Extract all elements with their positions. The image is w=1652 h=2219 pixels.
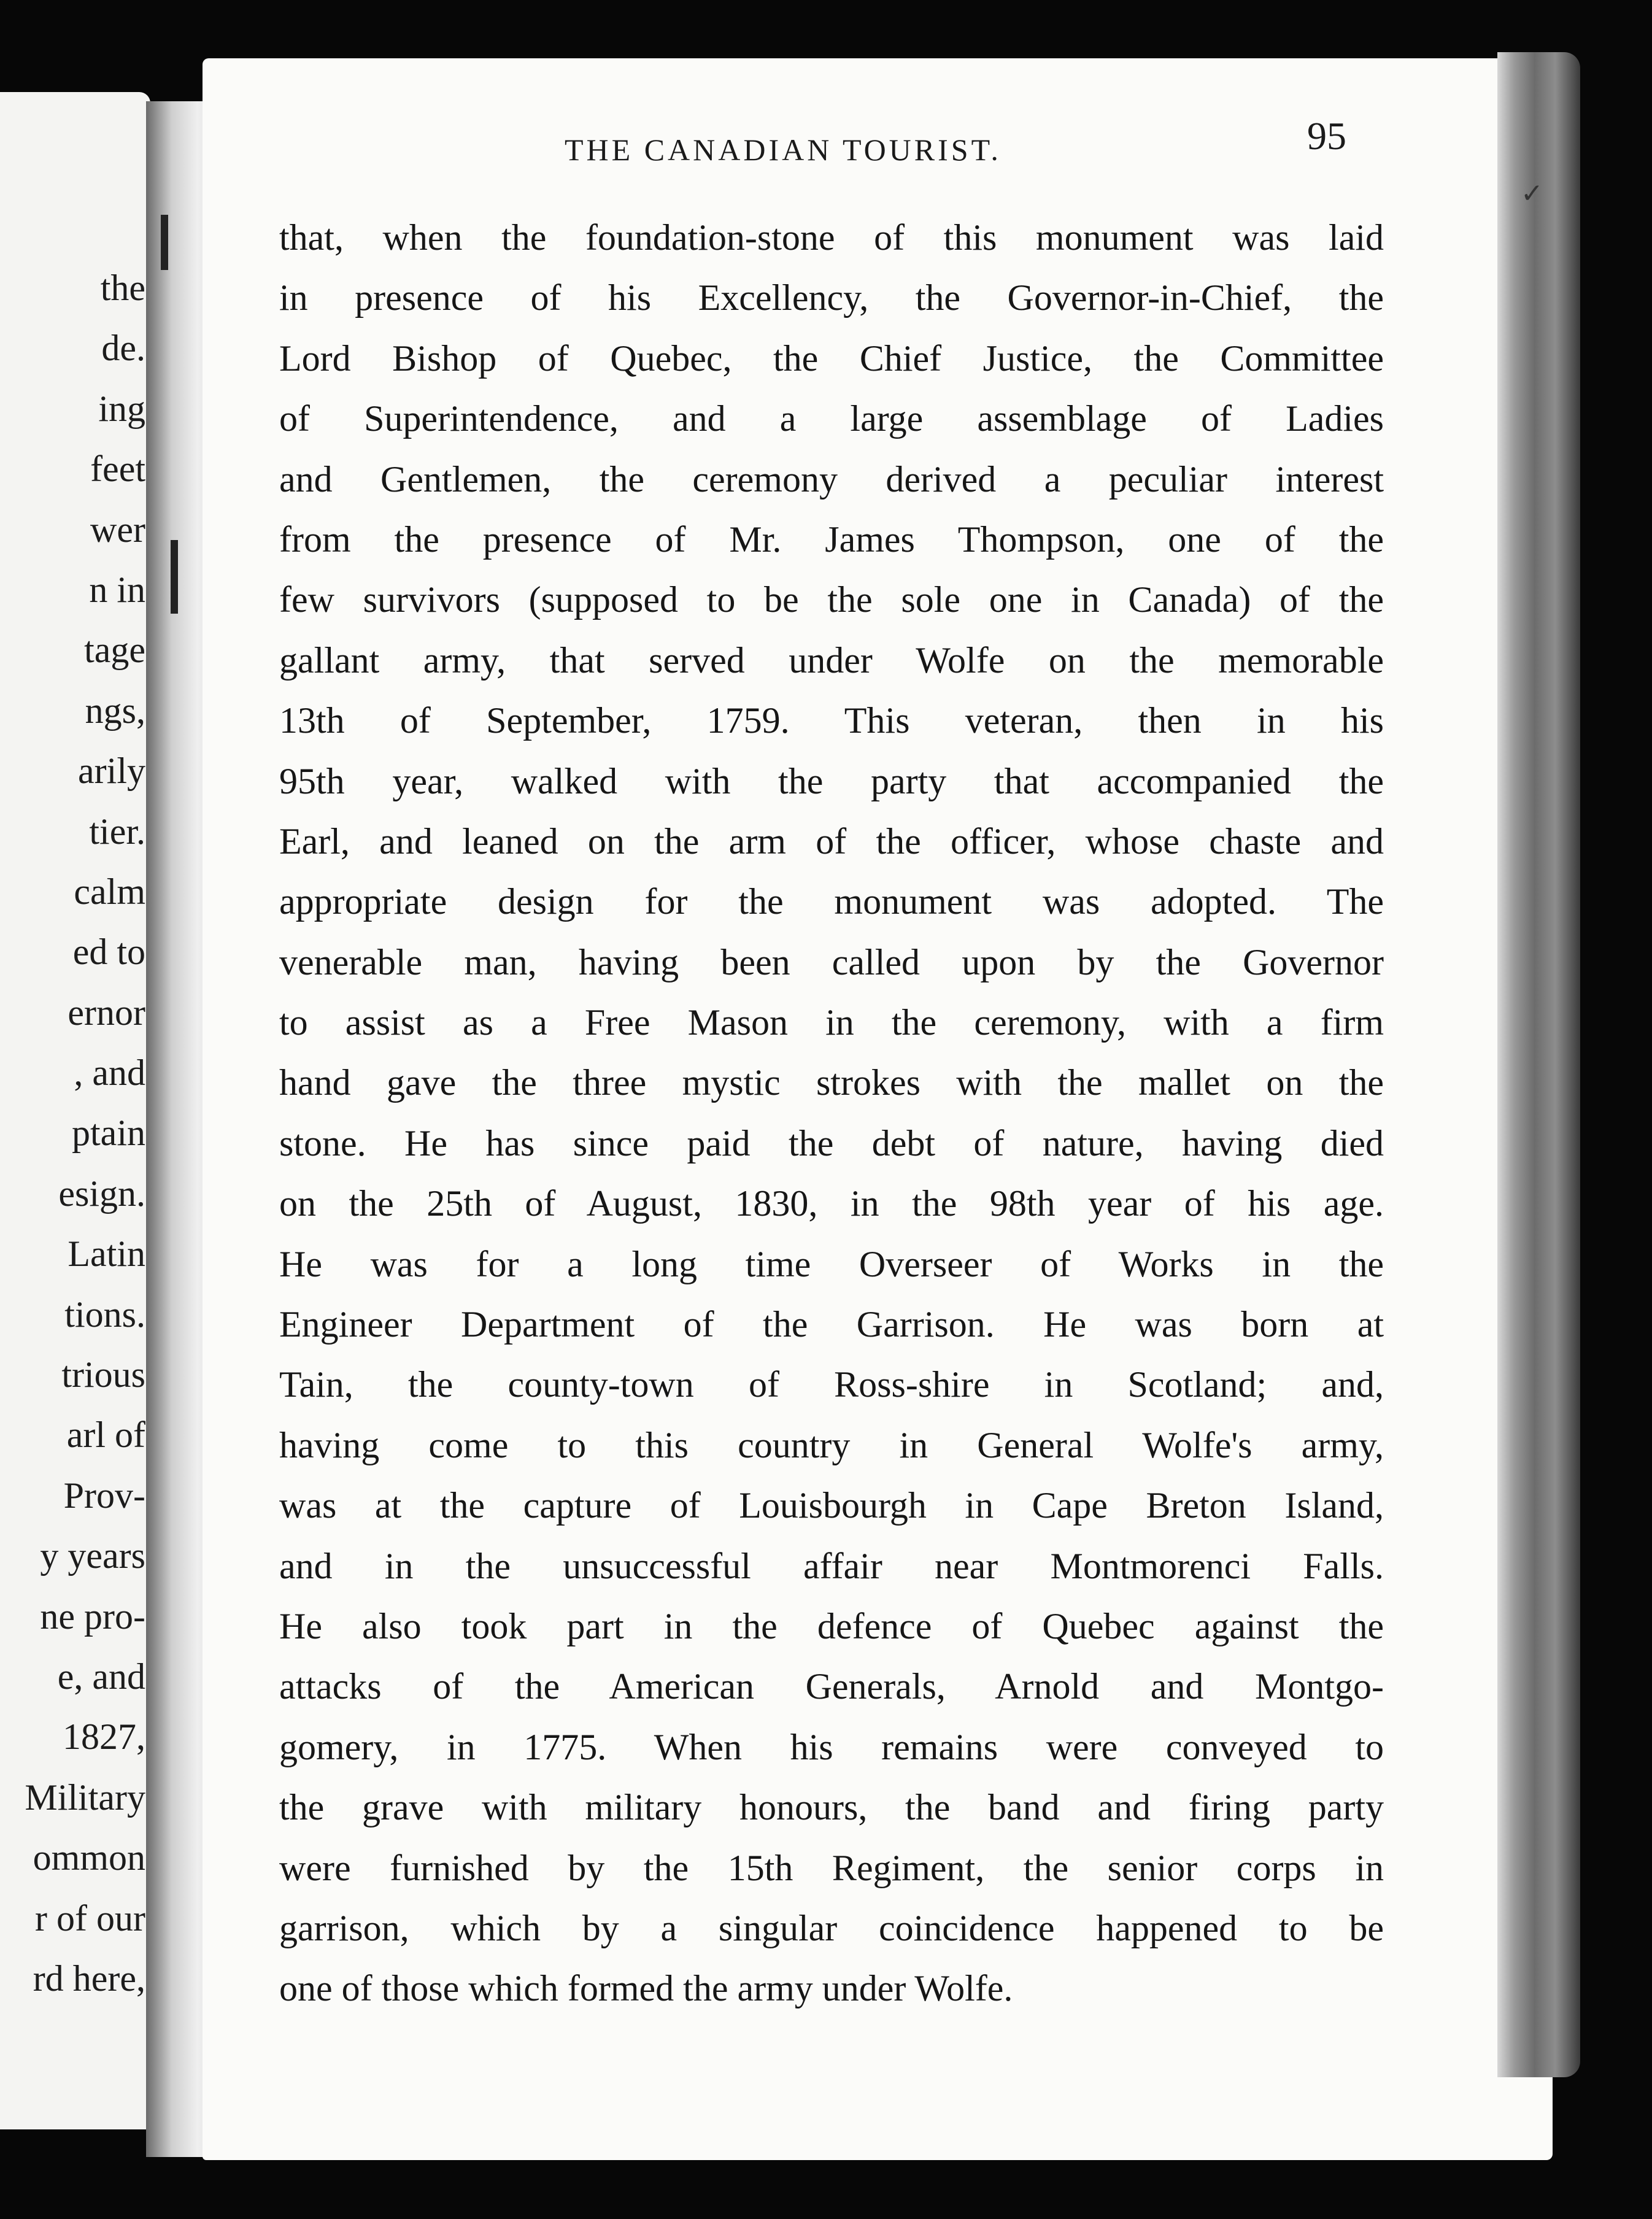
text-line: having come to this country in General Wolfe's army, <box>279 1424 1384 1465</box>
left-page-fragment: ing <box>98 388 145 429</box>
text-line: in presence of his Excellency, the Governor-in-Chief, the <box>279 277 1384 318</box>
left-page-fragment: wer <box>90 509 145 550</box>
left-page-fragment: ptain <box>72 1113 145 1154</box>
binding-stitch-middle <box>171 540 178 614</box>
left-page-fragment: esign. <box>58 1173 145 1214</box>
left-page-fragment: tier. <box>89 811 145 852</box>
left-page-fragment: tage <box>84 630 145 671</box>
text-line: appropriate design for the monument was adopted. The <box>279 881 1384 922</box>
left-page-fragment: de. <box>101 328 145 369</box>
left-page-text-fragments <box>25 258 145 2009</box>
left-page-fragment: ed to <box>72 932 145 973</box>
text-line: Lord Bishop of Quebec, the Chief Justice, the Committee <box>279 338 1384 379</box>
text-line: from the presence of Mr. James Thompson, one of the <box>279 519 1384 560</box>
left-page-fragment: feet <box>90 449 145 490</box>
text-line: of Superintendence, and a large assemblage of Ladies <box>279 398 1384 439</box>
left-page-fragment: 1827, <box>63 1716 145 1758</box>
text-line: stone. He has since paid the debt of nature, having died <box>279 1122 1384 1164</box>
left-page-fragment: Prov- <box>63 1475 145 1516</box>
text-line: one of those which formed the army under Wolfe. <box>279 1968 1013 2009</box>
text-line: garrison, which by a singular coincidence happened to be <box>279 1907 1384 1948</box>
text-line: Earl, and leaned on the arm of the officer, whose chaste and <box>279 820 1384 862</box>
left-page-fragment: e, and <box>57 1656 145 1697</box>
text-line: were furnished by the 15th Regiment, the senior corps in <box>279 1847 1384 1888</box>
left-page-fragment: ernor <box>68 992 145 1033</box>
left-page-fragment: r of our <box>35 1897 145 1939</box>
left-page-fragment: Latin <box>68 1233 145 1275</box>
left-page-fragment: n in <box>89 569 145 610</box>
text-line: that, when the foundation-stone of this monument was laid <box>279 217 1384 258</box>
text-line: and in the unsuccessful affair near Montmorenci Falls. <box>279 1545 1384 1586</box>
text-line: on the 25th of August, 1830, in the 98th year of his age. <box>279 1183 1384 1224</box>
left-page-fragment: calm <box>74 871 145 912</box>
left-page-fragment: tions. <box>64 1294 145 1335</box>
left-page-fragment: y years <box>40 1535 145 1576</box>
left-page-fragment: ommon <box>33 1837 145 1878</box>
left-page-fragment: the <box>100 268 145 308</box>
text-line: was at the capture of Louisbourgh in Cape Breton Island, <box>279 1485 1384 1526</box>
check-mark-icon: ✓ <box>1521 178 1543 209</box>
text-line: Tain, the county-town of Ross-shire in Scotland; and, <box>279 1364 1384 1405</box>
text-line: the grave with military honours, the band and firing party <box>279 1787 1384 1828</box>
left-page-fragment: , and <box>74 1052 145 1094</box>
text-line: He was for a long time Overseer of Works in the <box>279 1243 1384 1284</box>
running-head: THE CANADIAN TOURIST. <box>565 133 1002 167</box>
text-line: He also took part in the defence of Quebec against the <box>279 1605 1384 1646</box>
text-line: gomery, in 1775. When his remains were conveyed to <box>279 1726 1384 1767</box>
left-page-fragment: arily <box>78 751 145 792</box>
page-fore-edge <box>1497 52 1580 2077</box>
text-line: and Gentlemen, the ceremony derived a peculiar interest <box>279 458 1384 500</box>
text-line: gallant army, that served under Wolfe on the memorable <box>279 639 1384 681</box>
left-page-fragment: rd here, <box>33 1958 145 1999</box>
left-page-fragment: ne pro- <box>40 1596 145 1637</box>
page-number: 95 <box>1307 114 1346 158</box>
text-line: 95th year, walked with the party that accompanied the <box>279 760 1384 801</box>
text-line: venerable man, having been called upon by the Governor <box>279 941 1384 982</box>
text-line: 13th of September, 1759. This veteran, then in his <box>279 700 1384 741</box>
text-line: to assist as a Free Mason in the ceremony, with a firm <box>279 1002 1384 1043</box>
text-line: hand gave the three mystic strokes with the mallet on the <box>279 1062 1384 1103</box>
text-line: attacks of the American Generals, Arnold and Montgo- <box>279 1666 1384 1707</box>
left-page-fragment: ngs, <box>85 690 145 731</box>
left-page-fragment: trious <box>61 1354 145 1395</box>
text-line: Engineer Department of the Garrison. He was born at <box>279 1304 1384 1345</box>
left-page-fragment: arl of <box>66 1414 145 1456</box>
text-line: few survivors (supposed to be the sole one in Canada) of the <box>279 579 1384 620</box>
binding-stitch-top <box>161 215 168 270</box>
left-facing-page <box>0 92 150 2129</box>
page-body-text <box>279 207 1384 2019</box>
left-page-fragment: Military <box>25 1777 145 1818</box>
